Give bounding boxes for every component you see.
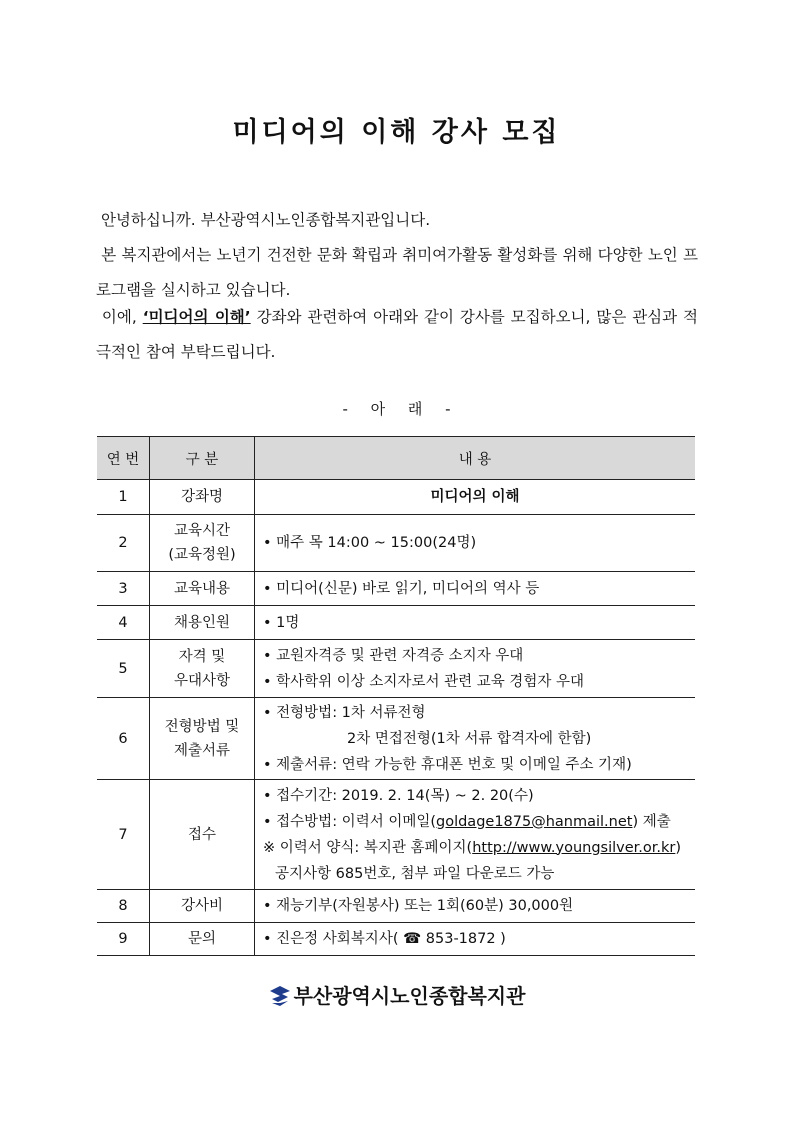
row-number: 8: [97, 890, 150, 923]
homepage-link[interactable]: http://www.youngsilver.or.kr: [472, 839, 676, 856]
row-content: • 교원자격증 및 관련 자격증 소지자 우대 • 학사학위 이상 소지자로서 관련 교육 경험자 우대: [255, 640, 696, 698]
table-row: [97, 640, 695, 698]
row-category: 자격 및 우대사항: [150, 640, 255, 698]
header-number: 연 번: [97, 437, 150, 480]
row-category: 강좌명: [150, 480, 255, 515]
row-number: 7: [97, 780, 150, 890]
row-category: 접수: [150, 780, 255, 890]
row-content: 미디어의 이해: [255, 480, 696, 515]
row-category: 전형방법 및 제출서류: [150, 698, 255, 780]
table-row: [97, 780, 695, 890]
section-heading: - 아 래 -: [342, 400, 451, 418]
organization-footer: [0, 980, 793, 1012]
row-number: 1: [97, 480, 150, 515]
table-row: [97, 698, 695, 780]
row-content: • 접수기간: 2019. 2. 14(목) ~ 2. 20(수) • 접수방법: 이력서 이메일(goldage1875@hanmail.net) 제출 ※ 이력서 양식: 복지관 홈페이지(http://www.youngsilver.or.kr) 공지사항 685번호, 첨부 파일 다운로드 가능: [255, 780, 696, 890]
row-category: 강사비: [150, 890, 255, 923]
course-name-highlight: ‘미디어의 이해’: [142, 308, 251, 326]
row-number: 5: [97, 640, 150, 698]
row-number: 3: [97, 572, 150, 606]
row-category: 문의: [150, 923, 255, 956]
intro-greeting: 안녕하십니까. 부산광역시노인종합복지관입니다.: [100, 211, 431, 229]
table-row: [97, 572, 695, 606]
row-content: • 미디어(신문) 바로 읽기, 미디어의 역사 등: [255, 572, 696, 606]
page-title: 미디어의 이해 강사 모집: [232, 117, 561, 148]
row-number: 4: [97, 606, 150, 640]
row-category: 교육내용: [150, 572, 255, 606]
table-row: [97, 515, 695, 572]
row-category: 교육시간 (교육정원): [150, 515, 255, 572]
table-row: [97, 606, 695, 640]
row-content: • 매주 목 14:00 ~ 15:00(24명): [255, 515, 696, 572]
row-number: 6: [97, 698, 150, 780]
row-category: 채용인원: [150, 606, 255, 640]
row-number: 9: [97, 923, 150, 956]
busan-welfare-logo-icon: [268, 985, 292, 1012]
header-content: 내 용: [255, 437, 696, 480]
header-category: 구 분: [150, 437, 255, 480]
table-row: [97, 480, 695, 515]
row-content: • 1명: [255, 606, 696, 640]
table-row: [97, 923, 695, 956]
row-content: • 전형방법: 1차 서류전형 2차 면접전형(1차 서류 합격자에 한함) • 제출서류: 연락 가능한 휴대폰 번호 및 이메일 주소 기재): [255, 698, 696, 780]
row-content: • 진은정 사회복지사( ☎ 853-1872 ): [255, 923, 696, 956]
recruitment-table: [97, 436, 695, 956]
table-row: [97, 890, 695, 923]
organization-name: 부산광역시노인종합복지관: [293, 984, 526, 1008]
email-link[interactable]: goldage1875@hanmail.net: [436, 813, 633, 830]
intro-request: 이에, ‘미디어의 이해’ 강좌와 관련하여 아래와 같이 강사를 모집하오니, 많은 관심과 적극적인 참여 부탁드립니다.: [96, 308, 698, 361]
intro-description: 본 복지관에서는 노년기 건전한 문화 확립과 취미여가활동 활성화를 위해 다양한 노인 프로그램을 실시하고 있습니다.: [96, 246, 698, 299]
row-content: • 재능기부(자원봉사) 또는 1회(60분) 30,000원: [255, 890, 696, 923]
row-number: 2: [97, 515, 150, 572]
